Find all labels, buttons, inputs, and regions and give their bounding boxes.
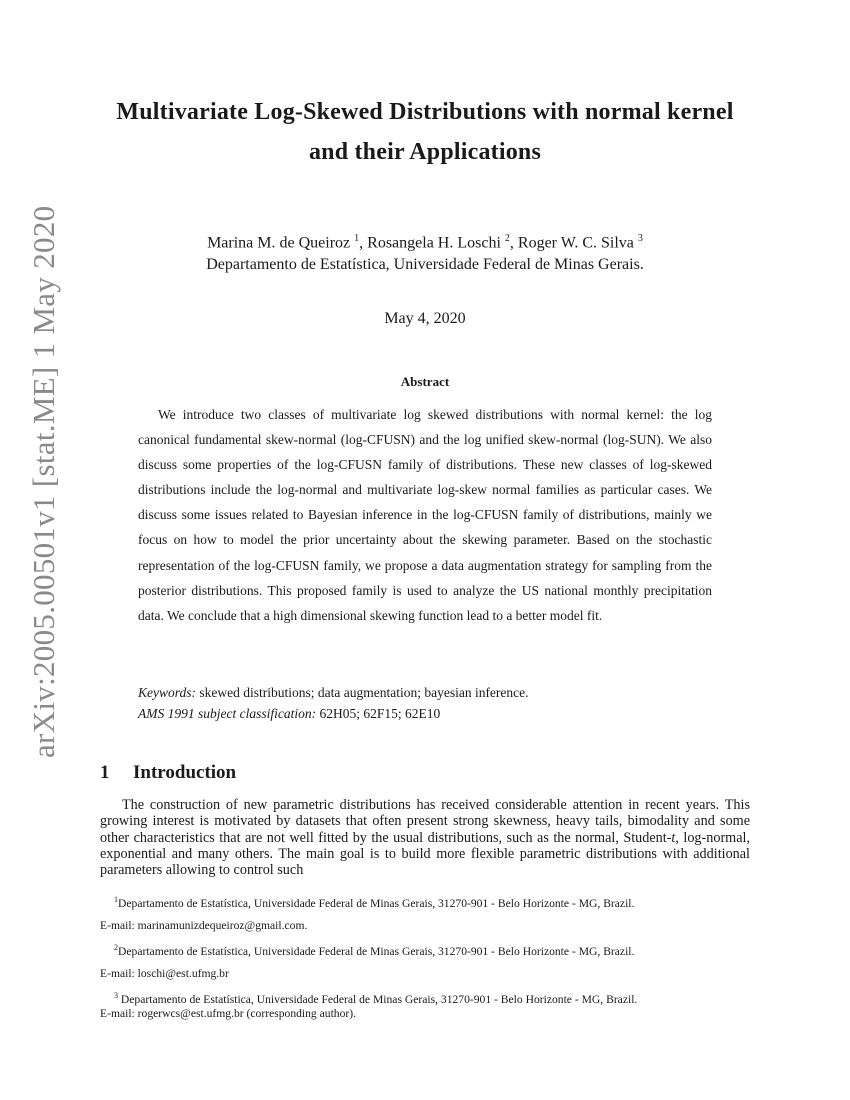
- footnote-2: [100, 941, 750, 959]
- section-heading: [100, 762, 236, 784]
- footnote-mark: 1: [114, 895, 118, 904]
- abstract-heading: Abstract: [400, 374, 450, 389]
- footnote-mark: 1: [354, 233, 360, 244]
- keywords-text: skewed distributions; data augmentation; bayesian inference.: [199, 685, 529, 700]
- keywords-label: Keywords:: [138, 685, 196, 700]
- footnote-mark: 2: [504, 233, 510, 244]
- abstract-text: We introduce two classes of multivariate log skewed distributions with normal kernel: the log canonical fundamental skew-normal (log-CFUSN) and the log unified skew-normal (log-SUN). We also discuss some properties of the log-CFUSN family of distributions. These new classes of log-skewed distributions include the log-normal and multivariate log-skew normal families as particular cases. We discuss some issues related to Bayesian inference in the log-CFUSN family of distributions, mainly we focus on how to model the prior uncertainty about the skewing parameter. Based on the stochastic representation of the log-CFUSN family, we propose a data augmentation strategy for sampling from the posterior distributions. This proposed family is used to analyze the US national monthly precipitation data. We conclude that a high dimensional skewing function lead to a better model fit.: [138, 407, 712, 623]
- paper-title: Multivariate Log-Skewed Distributions with normal kernel and their Applications: [116, 99, 734, 165]
- footnote-mark: 3: [637, 233, 643, 244]
- section-number: 1: [100, 762, 110, 783]
- footnote-mark: 3: [114, 990, 118, 1000]
- ams-text: 62H05; 62F15; 62E10: [319, 706, 441, 721]
- paper-date: May 4, 2020: [384, 310, 466, 327]
- ams-line: [138, 703, 712, 724]
- footnotes: [100, 893, 750, 1021]
- footnote-affiliation: Departamento de Estatística, Universidade Federal de Minas Gerais, 31270-901 - Belo Horizonte - MG, Brazil.: [118, 896, 635, 910]
- keywords-block: [138, 682, 712, 724]
- footnote-affiliation: Departamento de Estatística, Universidade Federal de Minas Gerais, 31270-901 - Belo Horizonte - MG, Brazil.: [118, 944, 635, 958]
- footnote-1-email: E-mail: marinamunizdequeiroz@gmail.com.: [100, 918, 308, 932]
- keywords-line: [138, 682, 712, 703]
- author-name: Roger W. C. Silva: [517, 234, 634, 252]
- footnote-1: [100, 893, 750, 911]
- intro-paragraph: [100, 797, 750, 878]
- author-name: Marina M. de Queiroz: [207, 234, 351, 252]
- footnote-3-email: E-mail: rogerwcs@est.ufmg.br (corresponding author).: [100, 1006, 357, 1020]
- author-name: Rosangela H. Loschi: [367, 234, 501, 252]
- author-block: [100, 228, 750, 276]
- author-list: Marina M. de Queiroz $^1$, Rosangela H. Loschi $^2$, Roger W. C. Silva $^3$: [207, 233, 643, 252]
- footnote-mark: 2: [114, 942, 118, 952]
- intro-text-end: , log-normal, exponential and many others. The main goal is to build more flexible parametric distributions with additional parameters allowing to control such: [100, 829, 750, 879]
- intro-text-start: The construction of new parametric distributions has received considerable attention in recent years. This growing interest is motivated by datasets that often present strong skewness, heavy tails, bimodality and some other characteristics that are not well fitted by the usual distributions, such as the normal, Student-: [100, 797, 750, 846]
- intro-italic-t: t: [671, 829, 676, 846]
- ams-label: AMS 1991 subject classification:: [138, 706, 317, 721]
- arxiv-side-stamp: arXiv:2005.00501v1 [stat.ME] 1 May 2020: [26, 205, 61, 758]
- footnote-3: [100, 989, 750, 1007]
- footnote-affiliation: Departamento de Estatística, Universidade Federal de Minas Gerais, 31270-901 - Belo Horizonte - MG, Brazil.: [118, 992, 638, 1006]
- section-title: Introduction: [133, 762, 237, 783]
- affiliation: Departamento de Estatística, Universidade Federal de Minas Gerais.: [206, 256, 644, 274]
- footnote-2-email: E-mail: loschi@est.ufmg.br: [100, 966, 229, 980]
